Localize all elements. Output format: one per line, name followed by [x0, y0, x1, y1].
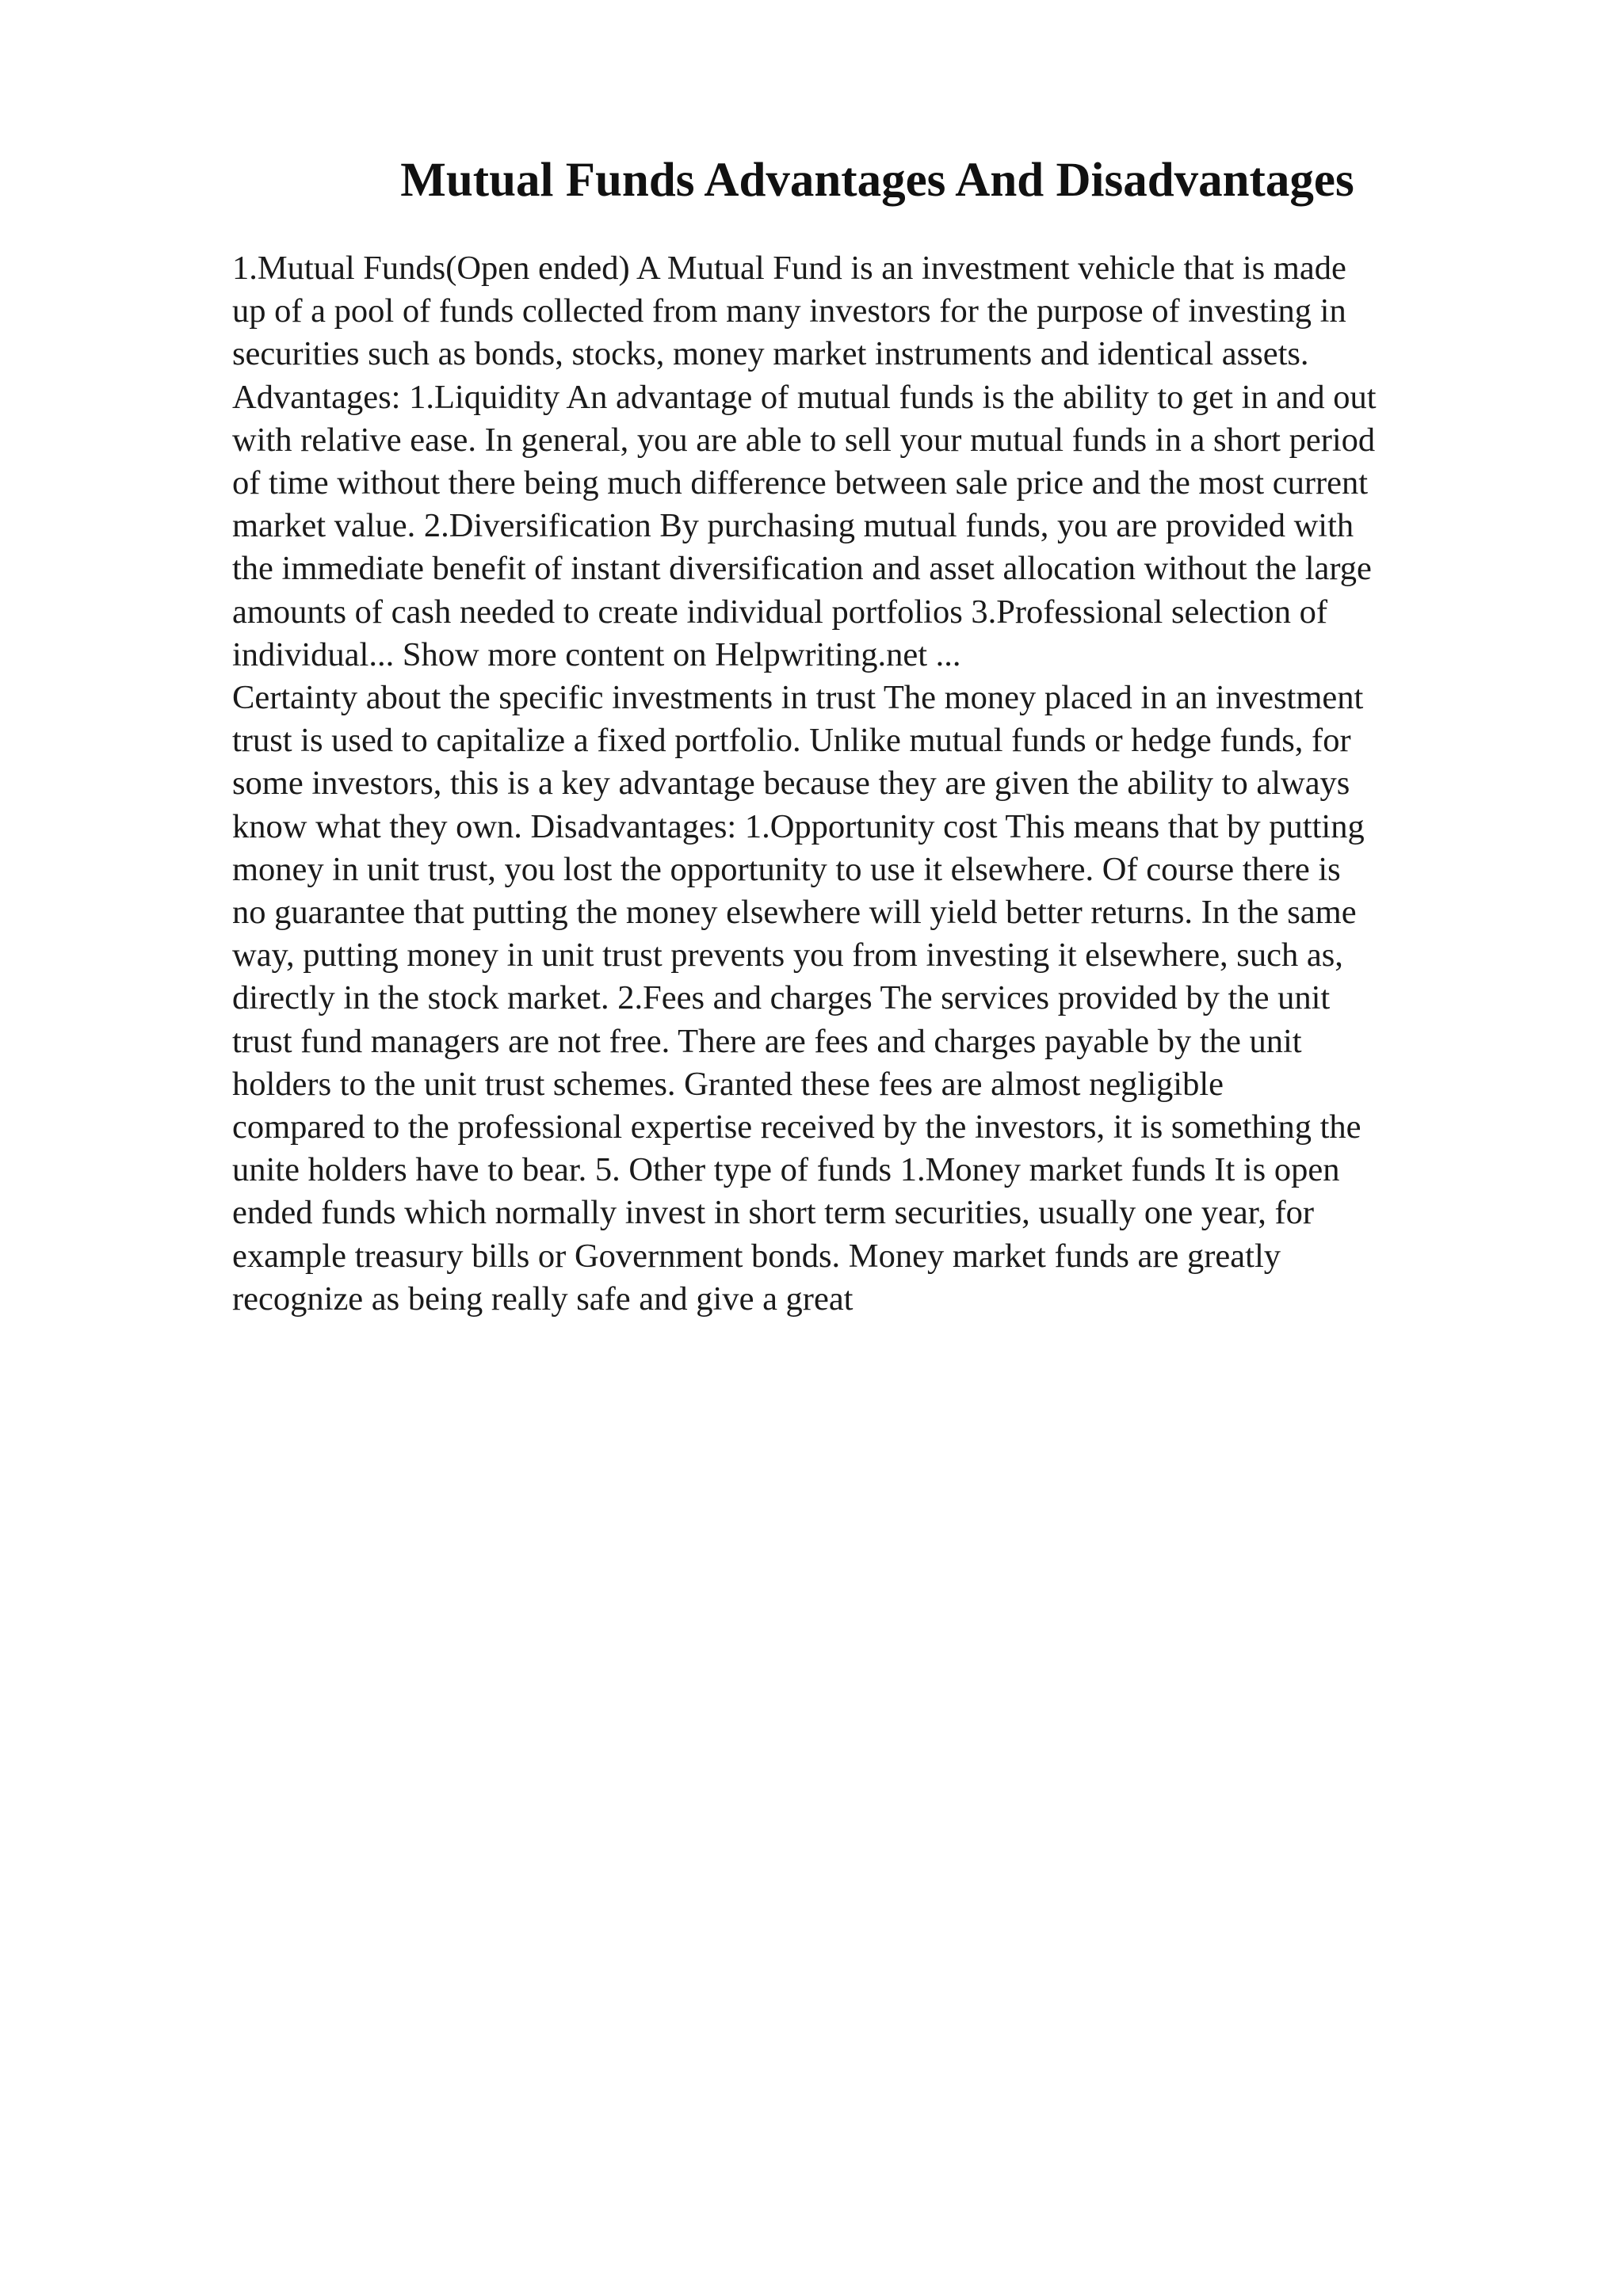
body-line: unite holders have to bear. 5. Other type of funds 1.Money market funds It is open — [232, 1151, 1340, 1189]
body-line: example treasury bills or Government bonds. Money market funds are greatly — [232, 1237, 1281, 1275]
body-line: ended funds which normally invest in short term securities, usually one year, for — [232, 1194, 1315, 1232]
body-line: some investors, this is a key advantage because they are given the ability to always — [232, 765, 1350, 803]
body-line-show-more: individual... Show more content on Helpwriting.net ... — [232, 635, 961, 673]
body-line: trust fund managers are not free. There are fees and charges payable by the unit — [232, 1022, 1302, 1060]
body-line: Advantages: 1.Liquidity An advantage of mutual funds is the ability to get in and out — [232, 378, 1377, 416]
document-title: Mutual Funds Advantages And Disadvantages — [400, 154, 1354, 207]
body-line: of time without there being much difference between sale price and the most current — [232, 464, 1369, 502]
body-line: market value. 2.Diversification By purchasing mutual funds, you are provided with — [232, 507, 1354, 545]
body-line: trust is used to capitalize a fixed portfolio. Unlike mutual funds or hedge funds, for — [232, 722, 1351, 760]
body-line: with relative ease. In general, you are able to sell your mutual funds in a short period — [232, 421, 1376, 459]
body-line: way, putting money in unit trust prevents you from investing it elsewhere, such as, — [232, 936, 1343, 974]
body-line: no guarantee that putting the money elsewhere will yield better returns. In the same — [232, 894, 1357, 932]
body-line: holders to the unit trust schemes. Granted these fees are almost negligible — [232, 1065, 1224, 1103]
body-line: know what they own. Disadvantages: 1.Opportunity cost This means that by putting — [232, 807, 1365, 845]
body-line: money in unit trust, you lost the opportunity to use it elsewhere. Of course there is — [232, 850, 1341, 888]
body-line: amounts of cash needed to create individual portfolios 3.Professional selection of — [232, 593, 1328, 631]
body-line: directly in the stock market. 2.Fees and charges The services provided by the unit — [232, 979, 1331, 1017]
body-line: Certainty about the specific investments in trust The money placed in an investment — [232, 679, 1364, 717]
body-line: securities such as bonds, stocks, money market instruments and identical assets. — [232, 335, 1309, 373]
body-line: recognize as being really safe and give a great — [232, 1280, 854, 1318]
body-line: up of a pool of funds collected from many investors for the purpose of investing in — [232, 292, 1346, 330]
body-line: the immediate benefit of instant diversification and asset allocation without the large — [232, 550, 1372, 588]
body-line: 1.Mutual Funds(Open ended) A Mutual Fund is an investment vehicle that is made — [232, 250, 1346, 287]
body-line: compared to the professional expertise received by the investors, it is something the — [232, 1108, 1361, 1146]
document-body — [232, 247, 1500, 1321]
